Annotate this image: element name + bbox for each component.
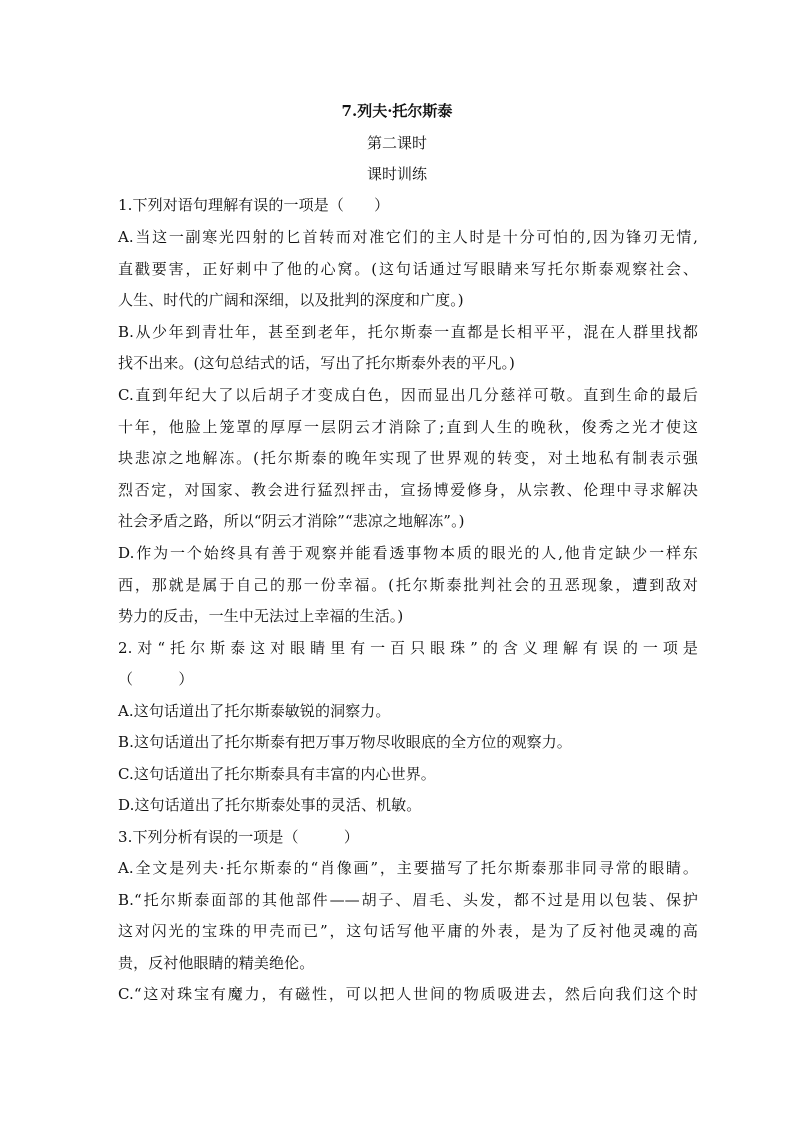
- question-3-option-a: A.全文是列夫·托尔斯泰的“肖像画”，主要描写了托尔斯泰那非同寻常的眼睛。: [118, 859, 698, 877]
- question-1-option-a: 直戳要害，正好刺中了他的心窝。(这句话通过写眼睛来写托尔斯泰观察社会、: [118, 260, 698, 278]
- document-title: 7.列夫·托尔斯泰: [341, 102, 453, 120]
- question-1-option-c: C.直到年纪大了以后胡子才变成白色，因而显出几分慈祥可敬。直到生命的最后: [118, 386, 698, 404]
- question-1-option-a: A.当这一副寒光四射的匕首转而对准它们的主人时是十分可怕的,因为锋刃无情,: [118, 228, 698, 246]
- question-1-option-a: 人生、时代的广阔和深细，以及批判的深度和广度。): [118, 291, 464, 309]
- question-1-option-d: D.作为一个始终具有善于观察并能看透事物本质的眼光的人,他肯定缺少一样东: [118, 544, 698, 562]
- question-2-stem: （ ）: [118, 670, 194, 688]
- question-1-option-d: 势力的反击，一生中无法过上幸福的生活。): [118, 607, 404, 625]
- question-1-stem: 1.下列对语句理解有误的一项是（ ）: [118, 196, 390, 214]
- section-heading: 课时训练: [366, 165, 427, 183]
- question-1-option-c: 烈否定，对国家、教会进行猛烈抨击，宣扬博爱修身，从宗教、伦理中寻求解决: [118, 481, 698, 499]
- question-1-option-d: 西，那就是属于自己的那一份幸福。(托尔斯泰批判社会的丑恶现象，遭到敌对: [118, 576, 698, 594]
- question-2-stem: 2.对“托尔斯泰这对眼睛里有一百只眼珠”的含义理解有误的一项是: [118, 639, 698, 657]
- question-3-option-b: B.“托尔斯泰面部的其他部件——胡子、眉毛、头发，都不过是用以包装、保护: [118, 891, 698, 909]
- question-1-option-c: 十年，他脸上笼罩的厚厚一层阴云才消除了;直到人生的晚秋，俊秀之光才使这: [118, 418, 698, 436]
- question-1-option-b: B.从少年到青壮年，甚至到老年，托尔斯泰一直都是长相平平，混在人群里找都: [118, 323, 698, 341]
- question-1-option-c: 社会矛盾之路，所以“阴云才消除”“悲凉之地解冻”。): [118, 512, 465, 530]
- question-1-option-c: 块悲凉之地解冻。(托尔斯泰的晚年实现了世界观的转变，对土地私有制表示强: [118, 449, 698, 467]
- question-2-option-a: A.这句话道出了托尔斯泰敏锐的洞察力。: [118, 702, 391, 720]
- question-2-option-b: B.这句话道出了托尔斯泰有把万事万物尽收眼底的全方位的观察力。: [118, 733, 572, 751]
- question-2-option-d: D.这句话道出了托尔斯泰处事的灵活、机敏。: [118, 796, 422, 814]
- question-3-option-c: C.“这对珠宝有魔力，有磁性，可以把人世间的物质吸进去，然后向我们这个时: [118, 985, 698, 1003]
- lesson-subtitle: 第二课时: [366, 134, 427, 152]
- question-1-option-b: 找不出来。(这句总结式的话，写出了托尔斯泰外表的平凡。): [118, 354, 516, 372]
- question-2-option-c: C.这句话道出了托尔斯泰具有丰富的内心世界。: [118, 765, 436, 783]
- question-3-option-b: 这对闪光的宝珠的甲壳而已”，这句话写他平庸的外表，是为了反衬他灵魂的高: [118, 922, 698, 940]
- question-3-stem: 3.下列分析有误的一项是（ ）: [118, 828, 360, 846]
- question-3-option-b: 贵，反衬他眼睛的精美绝伦。: [118, 954, 315, 972]
